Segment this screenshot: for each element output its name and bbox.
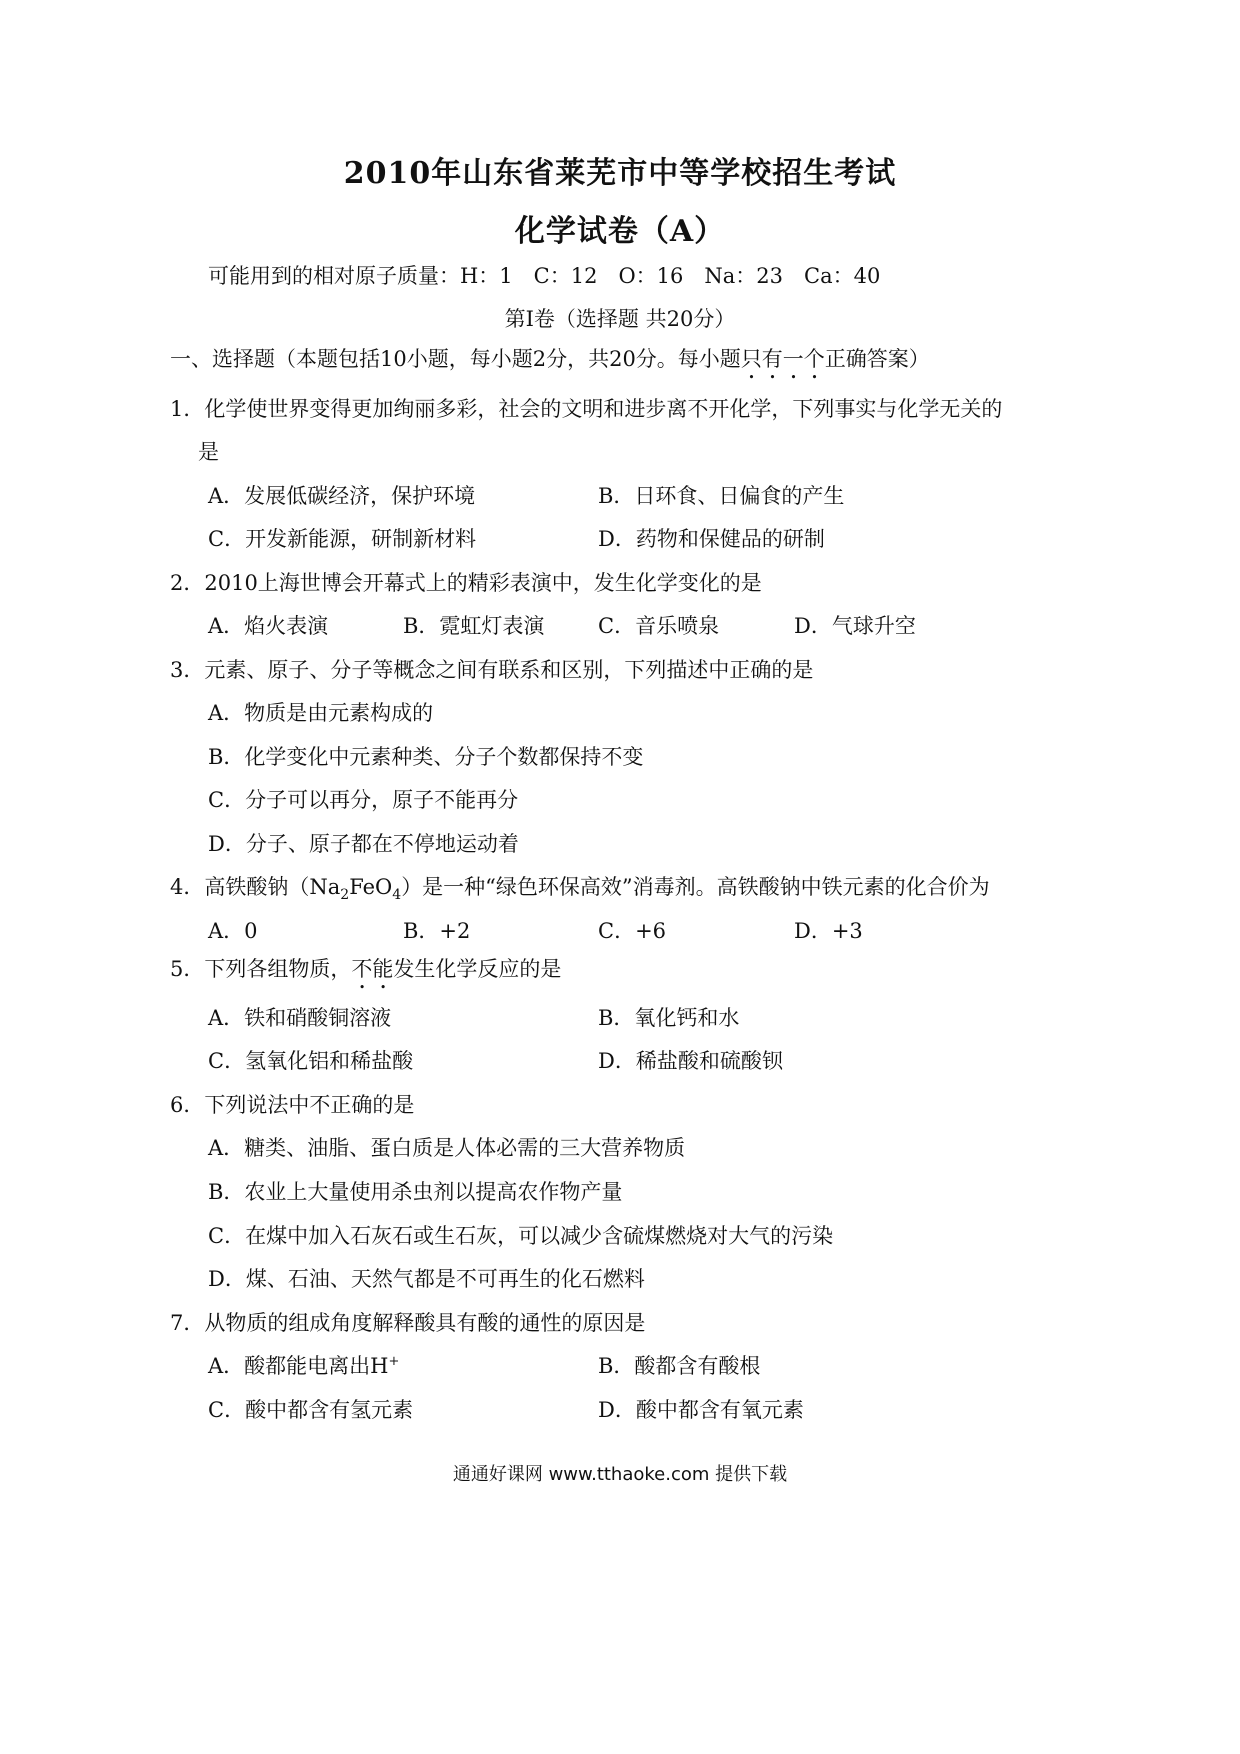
question-3-option-c: C．分子可以再分，原子不能再分 — [208, 788, 519, 812]
question-4-stem-end: ）是一种“绿色环保高效”消毒剂。高铁酸钠中铁元素的化合价为 — [401, 875, 990, 899]
instructions — [170, 343, 930, 384]
instructions-text: 一、选择题（本题包括10小题，每小题2分，共20分。每小题 — [170, 347, 741, 371]
question-3-option-b: B．化学变化中元素种类、分子个数都保持不变 — [208, 745, 644, 769]
question-1-stem-cont: 是 — [198, 440, 219, 464]
question-6-option-b: B．农业上大量使用杀虫剂以提高农作物产量 — [208, 1180, 623, 1204]
atomic-masses: 可能用到的相对原子质量：H：1 C：12 O：16 Na：23 Ca：40 — [208, 264, 881, 288]
question-7-option-a-text: A．酸都能电离出H — [208, 1354, 389, 1378]
question-4-stem-formula: FeO — [349, 875, 393, 899]
question-4-option-c: C．+6 — [598, 919, 667, 943]
question-7-option-b: B．酸都含有酸根 — [598, 1354, 761, 1378]
question-2-option-d: D．气球升空 — [794, 614, 916, 638]
question-5-stem-end: 发生化学反应的是 — [393, 957, 562, 981]
question-4-subscript-2: 2 — [340, 887, 350, 904]
question-5-stem-emphasis: 不能 — [351, 957, 394, 981]
question-3-option-d: D．分子、原子都在不停地运动着 — [208, 832, 519, 856]
instructions-text-end: 正确答案） — [824, 347, 930, 371]
question-6-option-c: C．在煤中加入石灰石或生石灰，可以减少含硫煤燃烧对大气的污染 — [208, 1224, 834, 1248]
question-5-option-c: C．氢氧化铝和稀盐酸 — [208, 1049, 414, 1073]
question-2-option-a: A．焰火表演 — [208, 614, 329, 638]
question-3-stem: 3．元素、原子、分子等概念之间有联系和区别，下列描述中正确的是 — [170, 658, 814, 682]
exam-subtitle: 化学试卷（A） — [514, 214, 726, 249]
question-2-stem: 2．2010上海世博会开幕式上的精彩表演中，发生化学变化的是 — [170, 571, 762, 595]
question-5-option-b: B．氧化钙和水 — [598, 1006, 740, 1030]
question-7-option-a — [208, 1350, 399, 1380]
question-4-stem — [170, 871, 990, 903]
question-3-option-a: A．物质是由元素构成的 — [208, 701, 434, 725]
question-1-option-b: B．日环食、日偏食的产生 — [598, 484, 845, 508]
question-5-option-d: D．稀盐酸和硫酸钡 — [598, 1049, 783, 1073]
question-6-option-d: D．煤、石油、天然气都是不可再生的化石燃料 — [208, 1267, 645, 1291]
page-footer: 通通好课网 www.tthaoke.com 提供下载 — [452, 1464, 788, 1485]
question-4-option-d: D．+3 — [794, 919, 863, 943]
question-5-stem — [170, 953, 561, 994]
question-4-option-b: B．+2 — [403, 919, 471, 943]
question-1-option-a: A．发展低碳经济，保护环境 — [208, 484, 476, 508]
question-6-stem: 6．下列说法中不正确的是 — [170, 1093, 415, 1117]
question-2-option-c: C．音乐喷泉 — [598, 614, 720, 638]
question-7-option-d: D．酸中都含有氧元素 — [598, 1398, 804, 1422]
question-7-stem: 7．从物质的组成角度解释酸具有酸的通性的原因是 — [170, 1311, 646, 1335]
question-4-subscript-4: 4 — [392, 887, 402, 904]
question-1-option-c: C．开发新能源，研制新材料 — [208, 527, 477, 551]
question-2-option-b: B．霓虹灯表演 — [403, 614, 545, 638]
section-heading: 第Ⅰ卷（选择题 共20分） — [504, 307, 736, 331]
question-4-option-a: A．0 — [208, 919, 258, 943]
question-6-option-a: A．糖类、油脂、蛋白质是人体必需的三大营养物质 — [208, 1136, 686, 1160]
question-5-stem-start: 5．下列各组物质， — [170, 957, 352, 981]
question-5-option-a: A．铁和硝酸铜溶液 — [208, 1006, 392, 1030]
question-1-option-d: D．药物和保健品的研制 — [598, 527, 825, 551]
question-4-stem-start: 4．高铁酸钠（Na — [170, 875, 341, 899]
question-7-option-a-superscript: + — [388, 1354, 400, 1369]
question-1-stem: 1．化学使世界变得更加绚丽多彩，社会的文明和进步离不开化学，下列事实与化学无关的 — [170, 397, 1003, 421]
question-7-option-c: C．酸中都含有氢元素 — [208, 1398, 414, 1422]
instructions-emphasis: 只有一个 — [740, 347, 825, 371]
exam-title: 2010年山东省莱芜市中等学校招生考试 — [343, 156, 897, 191]
